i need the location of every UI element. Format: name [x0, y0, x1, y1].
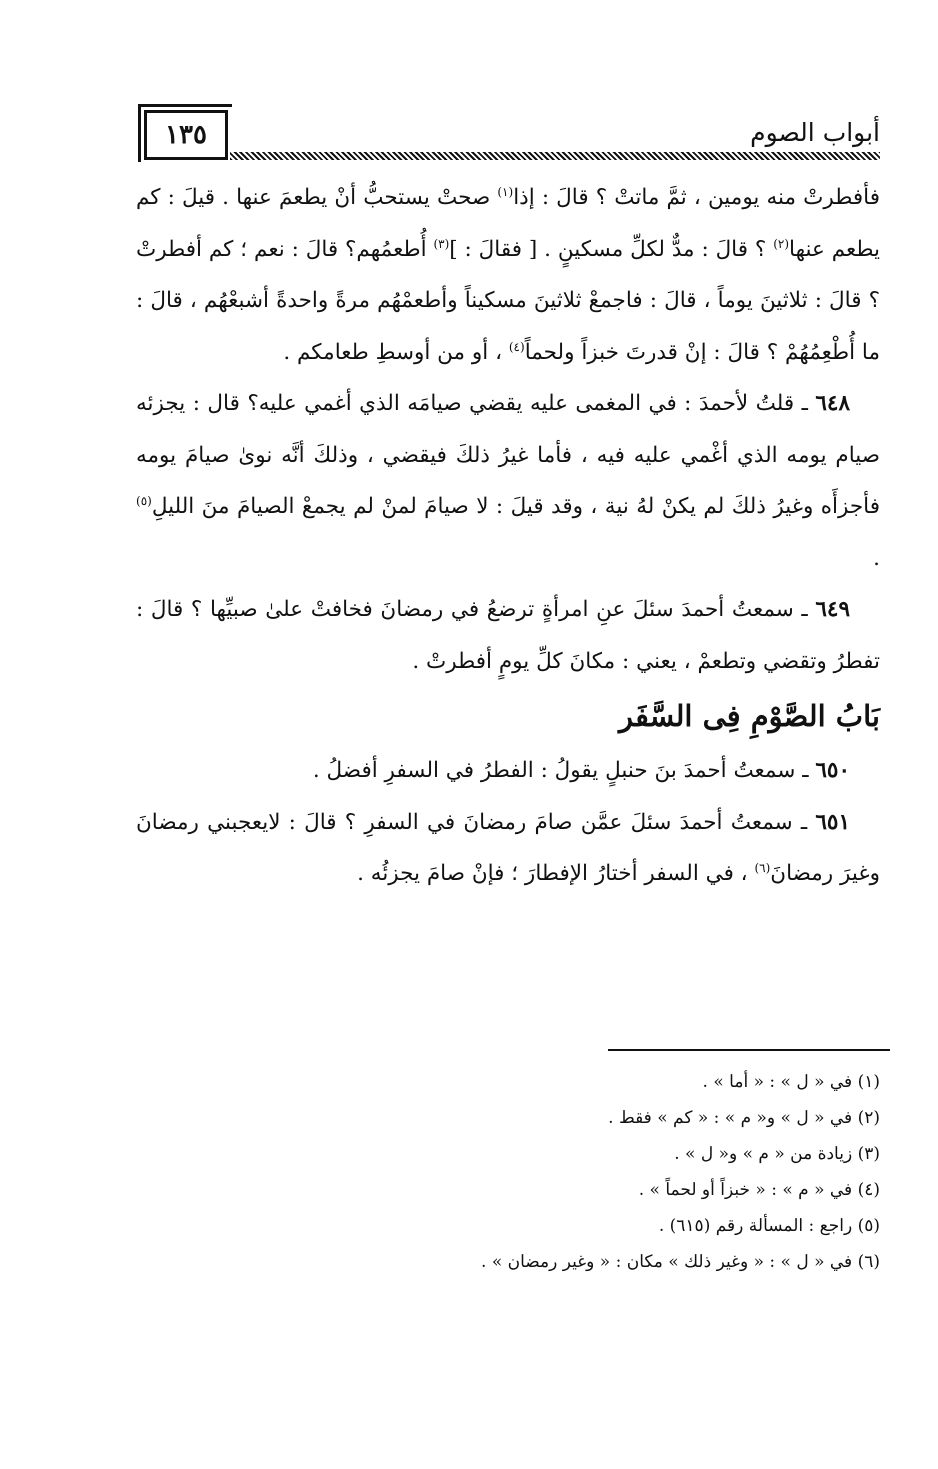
issue-number-650: ٦٥٠ — [815, 758, 850, 783]
footnote-4: (٤) في « م » : « خبزاً أو لحماً » . — [638, 1180, 880, 1200]
footnote-1: (١) في « ل » : « أما » . — [702, 1072, 880, 1092]
issue-number-649: ٦٤٩ — [815, 597, 850, 622]
page-header — [136, 104, 880, 162]
paragraph-649: ٦٤٩ ـ سمعتُ أحمدَ سئلَ عنِ امرأةٍ ترضعُ في رمضانَ فخافتْ علىٰ صبيِّها ؟ قالَ : تفطرُ وتقضي وتطعمْ ، يعني : مكانَ كلِّ يومٍ أفطرتْ . — [136, 597, 880, 674]
footnote-ref-6: (٦) — [754, 860, 771, 875]
section-heading: بَابُ الصَّوْمِ فِى السَّفَر — [619, 699, 880, 733]
running-title: أبواب الصوم — [750, 118, 880, 147]
footnote-5: (٥) راجع : المسألة رقم (٦١٥) . — [658, 1216, 880, 1236]
footnote-ref-2: (٢) — [773, 236, 790, 251]
paragraph-651: ٦٥١ ـ سمعتُ أحمدَ سئلَ عمَّن صامَ رمضانَ في السفرِ ؟ قالَ : لايعجبني رمضانَ وغيرَ رمضانَ$^{(٦)}$ ، في السفر أختارُ الإفطارَ ؛ فإنْ صامَ يجزئُه . — [136, 809, 880, 886]
footnote-ref-4: (٤) — [508, 339, 525, 354]
header-decorative-rule — [230, 152, 880, 160]
footnote-separator — [608, 1049, 890, 1051]
issue-number-651: ٦٥١ — [815, 809, 850, 835]
paragraph-650: ٦٥٠ ـ سمعتُ أحمدَ بنَ حنبلٍ يقولُ : الفطرُ في السفرِ أفضلُ . — [312, 758, 850, 783]
paragraph-648: ٦٤٨ ـ قلتُ لأحمدَ : في المغمى عليه يقضي صيامَه الذي أغمي عليه؟ قال : يجزئه صيام يومه الذي أغْمي عليه فيه ، فأما غيرُ ذلكَ فيقضي ، وذلكَ أنَّه نوىٰ صيامَ يومه فأجزأَه وغيرُ ذلكَ لم يكنْ لهُ نية ، وقد قيلَ : لا صيامَ لمنْ لم يجمعْ الصيامَ منَ الليلِ$^{(٥)}$ . — [136, 391, 880, 571]
main-text — [136, 172, 880, 900]
footnote-6: (٦) في « ل » : « وغير ذلك » مكان : « وغير رمضان » . — [481, 1252, 880, 1272]
footnote-ref-5: (٥) — [136, 493, 152, 508]
footnotes — [320, 1064, 880, 1280]
footnote-3: (٣) زيادة من « م » و« ل » . — [674, 1144, 880, 1164]
paragraph-continuation: فأفطرتْ منه يومين ، ثمَّ ماتتْ ؟ قالَ : إذا$^{(١)}$ صحتْ يستحبُّ أنْ يطعمَ عنها . قيلَ : كم يطعم عنها$^{(٢)}$ ؟ قالَ : مدٌّ لكلِّ مسكينٍ . [ فقالَ : ]$^{(٣)}$ أُطعمُهم؟ قالَ : نعم ؛ كم أفطرتْ ؟ قالَ : ثلاثينَ يوماً ، قالَ : فاجمعْ ثلاثينَ مسكيناً وأطعمْهُم مرةً واحدةً أشبعْهُم ، قالَ : ما أُطْعِمُهُمْ ؟ قالَ : إنْ قدرتَ خبزاً ولحماً$^{(٤)}$ ، أو من أوسطِ طعامكم . — [136, 184, 880, 365]
footnote-2: (٢) في « ل » و« م » : « كم » فقط . — [608, 1108, 880, 1128]
issue-number-648: ٦٤٨ — [815, 391, 850, 416]
footnote-ref-1: (١) — [497, 184, 514, 199]
page-number: ١٣٥ — [144, 110, 228, 160]
footnote-ref-3: (٣) — [433, 236, 450, 251]
